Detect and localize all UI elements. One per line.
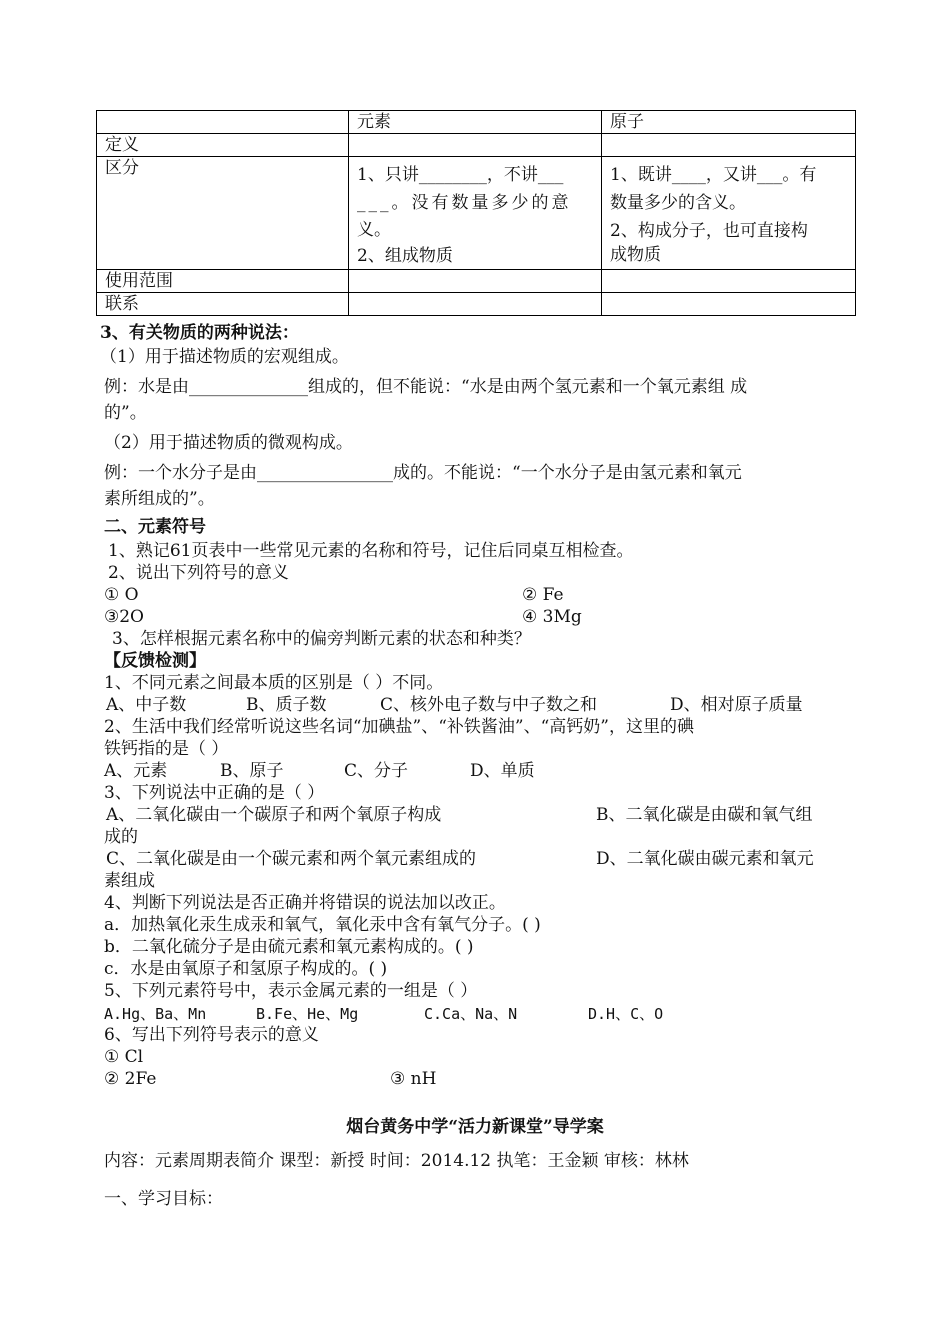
q5-option-c: C.Ca、Na、N	[424, 1005, 518, 1023]
feedback-q5: 5、下列元素符号中，表示金属元素的一组是（ ）	[104, 981, 478, 1001]
q5-option-b: B.Fe、He、Mg	[256, 1005, 359, 1023]
cell-relation-yuanzi	[602, 293, 856, 316]
symbols-l1: 1、熟记61页表中一些常见元素的名称和符号，记住后同桌互相检查。	[108, 541, 634, 561]
section3-p3: （2）用于描述物质的微观构成。	[104, 433, 353, 453]
q2-option-d: D、单质	[470, 761, 535, 781]
yuanzi-line-2: 数量多少的含义。	[610, 193, 746, 213]
q1-option-b: B、质子数	[246, 695, 327, 715]
next-page-goal: 一、学习目标：	[104, 1189, 223, 1209]
section3-p4b: 素所组成的”。	[104, 489, 215, 509]
symbols-l2: 2、说出下列符号的意义	[108, 563, 289, 583]
q3-option-b-line2: 成的	[104, 827, 138, 847]
cell-relation-yuansu	[349, 293, 602, 316]
cell-distinction-yuansu	[349, 157, 602, 270]
q2-option-c: C、分子	[344, 761, 409, 781]
section3-title: 3、有关物质的两种说法：	[100, 323, 299, 343]
table-header-empty	[97, 111, 349, 134]
feedback-q3: 3、下列说法中正确的是（ ）	[104, 783, 325, 803]
symbol-item-3: ③2O	[104, 607, 144, 627]
yuansu-line-2: ___。没有数量多少的意	[357, 193, 572, 213]
feedback-q2a: 2、生活中我们经常听说这些名词“加碘盐”、“补铁酱油”、“高钙奶”，这里的碘	[104, 717, 694, 737]
yuanzi-line-3: 2、构成分子，也可直接构	[610, 221, 808, 241]
feedback-q6: 6、写出下列符号表示的意义	[104, 1025, 319, 1045]
cell-distinction-yuanzi	[602, 157, 856, 270]
feedback-q1: 1、不同元素之间最本质的区别是（ ）不同。	[104, 673, 444, 693]
q1-option-d: D、相对原子质量	[670, 695, 803, 715]
section3-p4a: 例：一个水分子是由________________成的。不能说：“一个水分子是由氢元素和氧元	[104, 463, 742, 483]
table-header-row	[97, 111, 856, 134]
cell-definition-yuanzi	[602, 134, 856, 157]
q5-option-a: A.Hg、Ba、Mn	[104, 1005, 207, 1023]
table-row	[97, 270, 856, 293]
feedback-q2b: 铁钙指的是（ ）	[104, 739, 229, 759]
q3-option-a: A、二氧化碳由一个碳原子和两个氧原子构成	[106, 805, 442, 825]
q2-option-a: A、元素	[104, 761, 168, 781]
row-label-definition: 定义	[97, 134, 349, 157]
q2-option-b: B、原子	[220, 761, 284, 781]
yuansu-line-1: 1、只讲________，不讲___	[357, 165, 564, 185]
comparison-table	[96, 110, 856, 316]
table-row	[97, 293, 856, 316]
row-label-usage: 使用范围	[97, 270, 349, 293]
yuanzi-line-4: 成物质	[610, 245, 661, 265]
q5-option-d: D.H、C、O	[588, 1005, 664, 1023]
row-label-distinction: 区分	[97, 157, 349, 270]
feedback-title: 【反馈检测】	[104, 651, 206, 671]
table-row	[97, 157, 856, 270]
yuanzi-line-1: 1、既讲____，又讲___。有	[610, 165, 817, 185]
q3-option-b-line1: B、二氧化碳是由碳和氧气组	[596, 805, 813, 825]
q3-option-c: C、二氧化碳是由一个碳元素和两个氧元素组成的	[106, 849, 477, 869]
q1-option-a: A、中子数	[106, 695, 187, 715]
yuansu-line-3: 义。	[357, 220, 391, 240]
symbol-item-2: ② Fe	[522, 585, 564, 605]
q4-item-a: a．加热氧化汞生成汞和氧气，氧化汞中含有氧气分子。( )	[104, 915, 541, 935]
q3-option-d-line2: 素组成	[104, 871, 155, 891]
next-page-meta: 内容：元素周期表简介 课型：新授 时间：2014.12 执笔：王金颖 审核：林林	[104, 1151, 689, 1171]
cell-definition-yuansu	[349, 134, 602, 157]
next-page-title: 烟台黄务中学“活力新课堂”导学案	[346, 1117, 604, 1137]
q6-item-1: ① Cl	[104, 1047, 144, 1067]
table-row	[97, 134, 856, 157]
table-header-yuanzi: 原子	[602, 111, 856, 134]
cell-usage-yuanzi	[602, 270, 856, 293]
symbols-l3: 3、怎样根据元素名称中的偏旁判断元素的状态和种类？	[112, 629, 531, 649]
section3-p2b: 的”。	[104, 403, 147, 423]
yuansu-line-4: 2、组成物质	[357, 246, 453, 266]
symbols-title: 二、元素符号	[104, 517, 206, 537]
q1-option-c: C、核外电子数与中子数之和	[380, 695, 598, 715]
q6-item-2: ② 2Fe	[104, 1069, 157, 1089]
feedback-q4: 4、判断下列说法是否正确并将错误的说法加以改正。	[104, 893, 506, 913]
q3-option-d-line1: D、二氧化碳由碳元素和氧元	[596, 849, 814, 869]
symbol-item-4: ④ 3Mg	[522, 607, 582, 627]
section3-p1: （1）用于描述物质的宏观组成。	[100, 347, 349, 367]
q6-item-3: ③ nH	[390, 1069, 437, 1089]
cell-usage-yuansu	[349, 270, 602, 293]
row-label-relation: 联系	[97, 293, 349, 316]
q4-item-c: c．水是由氧原子和氢原子构成的。( )	[104, 959, 388, 979]
table-header-yuansu: 元素	[349, 111, 602, 134]
symbol-item-1: ① O	[104, 585, 139, 605]
q4-item-b: b．二氧化硫分子是由硫元素和氧元素构成的。( )	[104, 937, 474, 957]
section3-p2a: 例：水是由______________组成的，但不能说：“水是由两个氢元素和一个氧元素组 成	[104, 377, 748, 397]
